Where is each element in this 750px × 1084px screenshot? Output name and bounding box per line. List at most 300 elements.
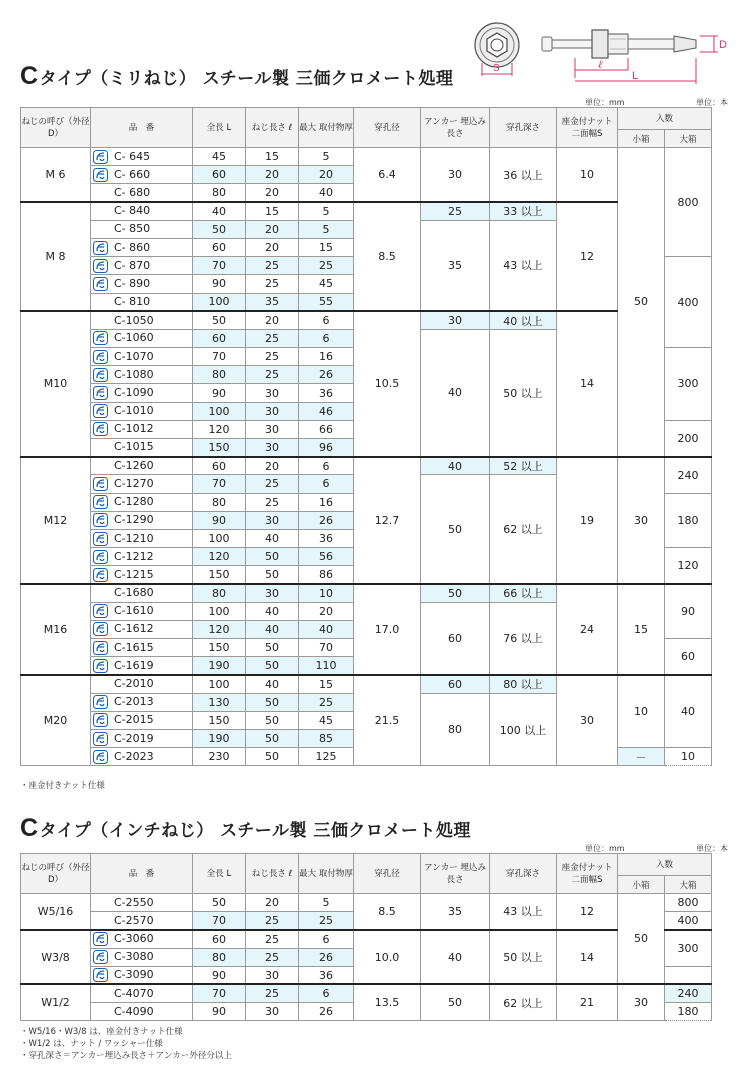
header-drill-depth: 穿孔深さ (490, 854, 557, 894)
product-mark-icon (93, 622, 108, 636)
drill-diameter: 17.0 (354, 584, 421, 675)
max-fixture-thickness: 5 (299, 148, 354, 166)
thread-length: 25 (246, 257, 299, 275)
part-number-text: C-4070 (114, 986, 154, 1000)
part-number-text: C-2013 (114, 695, 154, 709)
part-number-text: C-2570 (114, 913, 154, 927)
product-mark-icon (93, 586, 108, 600)
nut-width: 14 (557, 311, 618, 457)
max-fixture-thickness: 36 (299, 529, 354, 547)
part-number-text: C- 890 (114, 276, 151, 290)
note-line: ・W5/16・W3/8 は、座金付きナット仕様 (20, 1027, 183, 1037)
qty-large-box: 60 (665, 639, 712, 675)
total-length: 45 (193, 148, 246, 166)
section2-title: Cタイプ（インチねじ） スチール製 三価クロメート処理 (20, 814, 471, 842)
header-thread: ねじの呼び（外径D） (21, 108, 91, 148)
part-number (91, 711, 193, 729)
max-fixture-thickness: 6 (299, 311, 354, 329)
thread-length: 50 (246, 639, 299, 657)
nut-width: 14 (557, 930, 618, 985)
total-length: 90 (193, 966, 246, 984)
product-mark-icon (93, 386, 108, 400)
total-length: 120 (193, 420, 246, 438)
part-number (91, 894, 193, 912)
product-mark-icon (93, 950, 108, 964)
label-d: D (719, 39, 727, 51)
drill-diameter: 8.5 (354, 202, 421, 311)
total-length: 70 (193, 984, 246, 1002)
product-mark-icon (93, 659, 108, 673)
thread-length: 20 (246, 220, 299, 238)
part-number-text: C-1010 (114, 404, 154, 418)
thread-size: M 6 (21, 148, 91, 203)
part-number-text: C-1280 (114, 495, 154, 509)
part-number-text: C-1615 (114, 640, 154, 654)
max-fixture-thickness: 16 (299, 348, 354, 366)
header-thread-length: ねじ長さ ℓ (246, 854, 299, 894)
part-number-text: C-1260 (114, 459, 154, 473)
product-mark-icon (93, 459, 108, 473)
nut-width: 12 (557, 202, 618, 311)
part-number-text: C-1060 (114, 331, 154, 345)
max-fixture-thickness: 36 (299, 966, 354, 984)
header-drill-diameter: 穿孔径 (354, 854, 421, 894)
thread-size: W5/16 (21, 894, 91, 930)
product-mark-icon (93, 314, 108, 328)
product-mark-icon (93, 513, 108, 527)
table-row (21, 894, 712, 912)
embed-length: 35 (421, 220, 490, 311)
total-length: 190 (193, 730, 246, 748)
thread-length: 25 (246, 493, 299, 511)
qty-large-box: 240 (665, 984, 712, 1002)
total-length: 70 (193, 475, 246, 493)
drill-diameter: 21.5 (354, 675, 421, 766)
thread-length: 30 (246, 439, 299, 457)
thread-length: 25 (246, 475, 299, 493)
max-fixture-thickness: 6 (299, 329, 354, 347)
thread-length: 50 (246, 693, 299, 711)
product-mark-icon (93, 295, 108, 309)
thread-length: 30 (246, 584, 299, 602)
note-line: ・穿孔深さ＝アンカー埋込み長さ＋アンカー外径分以上 (20, 1051, 232, 1061)
qty-large-box: 10 (665, 748, 712, 766)
product-mark-icon (93, 277, 108, 291)
part-number-text: C-1070 (114, 349, 154, 363)
product-mark-icon (93, 1005, 108, 1019)
thread-size: M16 (21, 584, 91, 675)
table-row (21, 930, 712, 948)
qty-large-box: 40 (665, 675, 712, 748)
thread-length: 50 (246, 657, 299, 675)
part-number (91, 693, 193, 711)
part-number-text: C- 870 (114, 258, 151, 272)
product-mark-icon (93, 222, 108, 236)
total-length: 50 (193, 894, 246, 912)
thread-length: 15 (246, 148, 299, 166)
max-fixture-thickness: 40 (299, 620, 354, 638)
thread-length: 20 (246, 457, 299, 475)
part-number-text: C-1619 (114, 658, 154, 672)
max-fixture-thickness: 10 (299, 584, 354, 602)
section1-title: Cタイプ（ミリねじ） スチール製 三価クロメート処理 (20, 62, 454, 90)
total-length: 90 (193, 1003, 246, 1021)
thread-size: M12 (21, 457, 91, 584)
part-number (91, 493, 193, 511)
part-number (91, 584, 193, 602)
thread-length: 35 (246, 293, 299, 311)
total-length: 80 (193, 584, 246, 602)
part-number-text: C-2010 (114, 677, 154, 691)
thread-length: 50 (246, 748, 299, 766)
product-mark-icon (93, 350, 108, 364)
drill-diameter: 10.5 (354, 311, 421, 457)
part-number (91, 166, 193, 184)
max-fixture-thickness: 86 (299, 566, 354, 584)
total-length: 150 (193, 711, 246, 729)
part-number (91, 384, 193, 402)
thread-size: M 8 (21, 202, 91, 311)
total-length: 100 (193, 675, 246, 693)
thread-length: 25 (246, 948, 299, 966)
product-mark-icon (93, 259, 108, 273)
qty-large-box: 120 (665, 548, 712, 584)
part-number (91, 184, 193, 202)
max-fixture-thickness: 6 (299, 475, 354, 493)
thread-length: 30 (246, 511, 299, 529)
total-length: 130 (193, 693, 246, 711)
max-fixture-thickness: 5 (299, 894, 354, 912)
part-number (91, 1003, 193, 1021)
total-length: 150 (193, 566, 246, 584)
total-length: 60 (193, 457, 246, 475)
embed-length: 40 (421, 329, 490, 456)
header-qty-small: 小箱 (618, 130, 665, 148)
part-number-text: C-1680 (114, 586, 154, 600)
header-thread-length: ねじ長さ ℓ (246, 108, 299, 148)
embed-length: 35 (421, 894, 490, 930)
product-mark-icon (93, 422, 108, 436)
drill-diameter: 6.4 (354, 148, 421, 203)
product-mark-icon (93, 204, 108, 218)
thread-length: 25 (246, 366, 299, 384)
thread-length: 25 (246, 930, 299, 948)
header-part: 品 番 (91, 108, 193, 148)
drill-depth: 66 以上 (490, 584, 557, 602)
product-mark-icon (93, 532, 108, 546)
header-qty: 入数 (618, 854, 712, 876)
embed-length: 50 (421, 584, 490, 602)
thread-length: 20 (246, 894, 299, 912)
unit-pcs-1: 単位：本 (696, 98, 728, 107)
part-number (91, 257, 193, 275)
part-number (91, 348, 193, 366)
note-line: ・座金付きナット仕様 (20, 781, 105, 791)
qty-small-box: 30 (618, 984, 665, 1020)
qty-large-box: 400 (665, 912, 712, 930)
product-mark-icon (93, 750, 108, 764)
part-number (91, 311, 193, 329)
max-fixture-thickness: 5 (299, 220, 354, 238)
thread-length: 15 (246, 202, 299, 220)
header-embed-length: アンカー 埋込み長さ (421, 108, 490, 148)
embed-length: 25 (421, 202, 490, 220)
nut-width: 10 (557, 148, 618, 203)
part-number (91, 275, 193, 293)
product-mark-icon (93, 568, 108, 582)
header-nut-width: 座金付ナット 二面幅S (557, 108, 618, 148)
header-drill-diameter: 穿孔径 (354, 108, 421, 148)
product-mark-icon (93, 987, 108, 1001)
part-number-text: C-1212 (114, 549, 154, 563)
thread-length: 30 (246, 966, 299, 984)
product-mark-icon (93, 477, 108, 491)
thread-length: 25 (246, 329, 299, 347)
total-length: 80 (193, 493, 246, 511)
product-mark-icon (93, 331, 108, 345)
part-number (91, 420, 193, 438)
part-number (91, 620, 193, 638)
total-length: 50 (193, 220, 246, 238)
total-length: 80 (193, 366, 246, 384)
max-fixture-thickness: 40 (299, 184, 354, 202)
qty-large-box: 180 (665, 493, 712, 548)
qty-large-box: 800 (665, 148, 712, 257)
drill-diameter: 12.7 (354, 457, 421, 584)
unit-mm-2: 単位：mm (585, 844, 625, 853)
thread-length: 25 (246, 912, 299, 930)
nut-front-view (475, 23, 519, 76)
part-number (91, 238, 193, 256)
max-fixture-thickness: 26 (299, 1003, 354, 1021)
max-fixture-thickness: 6 (299, 930, 354, 948)
max-fixture-thickness: 36 (299, 384, 354, 402)
total-length: 60 (193, 930, 246, 948)
total-length: 50 (193, 311, 246, 329)
part-number-text: C- 680 (114, 185, 151, 199)
total-length: 90 (193, 511, 246, 529)
max-fixture-thickness: 5 (299, 202, 354, 220)
thread-length: 50 (246, 730, 299, 748)
drill-depth: 80 以上 (490, 675, 557, 693)
spec-table-inch (20, 853, 712, 1021)
embed-length: 30 (421, 311, 490, 329)
part-number-text: C-3060 (114, 932, 154, 946)
part-number-text: C-1080 (114, 367, 154, 381)
thread-length: 30 (246, 1003, 299, 1021)
qty-large-box: 90 (665, 584, 712, 639)
drill-depth: 76 以上 (490, 602, 557, 675)
product-mark-icon (93, 641, 108, 655)
embed-length: 30 (421, 148, 490, 203)
part-number-text: C- 810 (114, 294, 151, 308)
total-length: 100 (193, 529, 246, 547)
part-number (91, 602, 193, 620)
embed-length: 50 (421, 984, 490, 1020)
product-mark-icon (93, 932, 108, 946)
drill-depth: 40 以上 (490, 311, 557, 329)
part-number-text: C-2019 (114, 731, 154, 745)
drill-depth: 43 以上 (490, 894, 557, 930)
part-number-text: C-1610 (114, 604, 154, 618)
header-max-fixture: 最大 取付物厚 (299, 108, 354, 148)
table-row (21, 457, 712, 475)
label-l-small: ℓ (598, 59, 603, 71)
qty-small-box: 10 (618, 675, 665, 748)
table-row (21, 675, 712, 693)
thread-length: 50 (246, 548, 299, 566)
thread-length: 20 (246, 184, 299, 202)
unit-mm-1: 単位：mm (585, 98, 625, 107)
total-length: 100 (193, 293, 246, 311)
part-number-text: C-1012 (114, 422, 154, 436)
max-fixture-thickness: 125 (299, 748, 354, 766)
thread-length: 40 (246, 675, 299, 693)
product-mark-icon (93, 241, 108, 255)
thread-size: W1/2 (21, 984, 91, 1020)
note-line: ・W1/2 は、ナット / ワッシャー仕様 (20, 1039, 163, 1049)
qty-small-box: 15 (618, 584, 665, 675)
total-length: 40 (193, 202, 246, 220)
part-number (91, 948, 193, 966)
embed-length: 60 (421, 602, 490, 675)
nut-width: 19 (557, 457, 618, 584)
product-mark-icon (93, 914, 108, 928)
qty-large-box (665, 966, 712, 984)
max-fixture-thickness: 26 (299, 366, 354, 384)
table-row (21, 584, 712, 602)
total-length: 80 (193, 948, 246, 966)
part-number (91, 730, 193, 748)
qty-large-box: 300 (665, 348, 712, 421)
thread-length: 25 (246, 984, 299, 1002)
embed-length: 60 (421, 675, 490, 693)
qty-small-box: 50 (618, 148, 665, 457)
product-mark-icon (93, 495, 108, 509)
thread-length: 50 (246, 566, 299, 584)
total-length: 60 (193, 166, 246, 184)
total-length: 90 (193, 384, 246, 402)
total-length: 70 (193, 912, 246, 930)
drill-depth: 62 以上 (490, 475, 557, 584)
part-number-text: C- 860 (114, 240, 151, 254)
max-fixture-thickness: 55 (299, 293, 354, 311)
part-number-text: C-1612 (114, 622, 154, 636)
part-number-text: C- 850 (114, 222, 151, 236)
total-length: 100 (193, 602, 246, 620)
total-length: 70 (193, 257, 246, 275)
part-number (91, 639, 193, 657)
header-max-fixture: 最大 取付物厚 (299, 854, 354, 894)
product-mark-icon (93, 168, 108, 182)
max-fixture-thickness: 25 (299, 257, 354, 275)
total-length: 90 (193, 275, 246, 293)
product-mark-icon (93, 404, 108, 418)
table-row (21, 202, 712, 220)
total-length: 70 (193, 348, 246, 366)
qty-large-box: 800 (665, 894, 712, 912)
part-number (91, 566, 193, 584)
total-length: 150 (193, 439, 246, 457)
part-number-text: C-1290 (114, 513, 154, 527)
part-number-text: C-3080 (114, 950, 154, 964)
thread-size: M20 (21, 675, 91, 766)
qty-small-box: 30 (618, 457, 665, 584)
table-row (21, 984, 712, 1002)
part-number (91, 457, 193, 475)
max-fixture-thickness: 20 (299, 602, 354, 620)
max-fixture-thickness: 66 (299, 420, 354, 438)
qty-large-box: 240 (665, 457, 712, 493)
part-number (91, 475, 193, 493)
label-s: S (493, 63, 500, 74)
part-number (91, 548, 193, 566)
part-number (91, 202, 193, 220)
product-mark-icon (93, 968, 108, 982)
drill-depth: 52 以上 (490, 457, 557, 475)
product-mark-icon (93, 732, 108, 746)
total-length: 120 (193, 548, 246, 566)
part-number-text: C-1215 (114, 567, 154, 581)
thread-size: W3/8 (21, 930, 91, 985)
max-fixture-thickness: 15 (299, 675, 354, 693)
nut-width: 12 (557, 894, 618, 930)
part-number-text: C- 660 (114, 167, 151, 181)
qty-large-box: 300 (665, 930, 712, 966)
max-fixture-thickness: 110 (299, 657, 354, 675)
part-number-text: C-1270 (114, 476, 154, 490)
embed-length: 40 (421, 930, 490, 985)
max-fixture-thickness: 6 (299, 984, 354, 1002)
product-mark-icon (93, 368, 108, 382)
header-drill-depth: 穿孔深さ (490, 108, 557, 148)
thread-length: 20 (246, 166, 299, 184)
drill-depth: 50 以上 (490, 329, 557, 456)
max-fixture-thickness: 6 (299, 457, 354, 475)
thread-length: 40 (246, 602, 299, 620)
max-fixture-thickness: 85 (299, 730, 354, 748)
part-number (91, 984, 193, 1002)
header-qty-large: 大箱 (665, 130, 712, 148)
anchor-diagram (470, 18, 732, 88)
part-number (91, 220, 193, 238)
drill-depth: 33 以上 (490, 202, 557, 220)
drill-depth: 62 以上 (490, 984, 557, 1020)
thread-length: 30 (246, 384, 299, 402)
thread-length: 25 (246, 348, 299, 366)
embed-length: 40 (421, 457, 490, 475)
notes-metric (20, 780, 105, 792)
thread-length: 30 (246, 402, 299, 420)
qty-large-box: 400 (665, 257, 712, 348)
part-number-text: C- 840 (114, 204, 151, 218)
header-qty-large: 大箱 (665, 876, 712, 894)
nut-width: 30 (557, 675, 618, 766)
part-number-text: C-1015 (114, 440, 154, 454)
table-row (21, 311, 712, 329)
total-length: 60 (193, 238, 246, 256)
part-number (91, 657, 193, 675)
qty-small-box: 50 (618, 894, 665, 985)
header-embed-length: アンカー 埋込み長さ (421, 854, 490, 894)
max-fixture-thickness: 20 (299, 166, 354, 184)
max-fixture-thickness: 25 (299, 693, 354, 711)
max-fixture-thickness: 26 (299, 511, 354, 529)
part-number (91, 529, 193, 547)
thread-length: 20 (246, 311, 299, 329)
total-length: 80 (193, 184, 246, 202)
total-length: 150 (193, 639, 246, 657)
